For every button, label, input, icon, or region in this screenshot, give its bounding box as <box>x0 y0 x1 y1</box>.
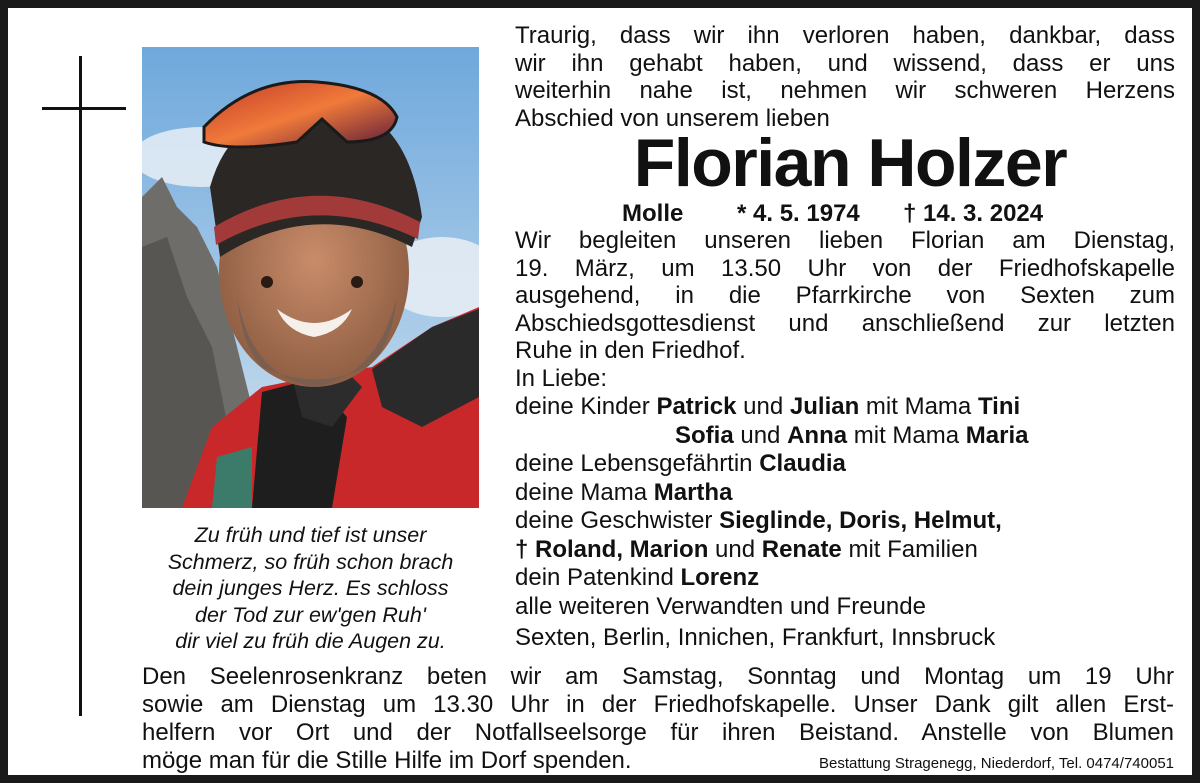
portrait-photo <box>142 47 479 508</box>
death-date: † 14. 3. 2024 <box>903 200 1044 227</box>
poem-line: dir viel zu früh die Augen zu. <box>175 629 446 653</box>
hometown: Molle <box>622 200 684 227</box>
main-text <box>515 22 1175 653</box>
mourner-relatives: alle weiteren Verwandten und Freunde <box>515 592 926 620</box>
poem-line: dein junges Herz. Es schloss <box>172 576 449 600</box>
mourner-mother: deine Mama Martha <box>515 478 733 506</box>
closing-line: möge man für die Stille Hilfe im Dorf spenden. <box>142 747 632 774</box>
closing-line: sowie am Dienstag um 13.30 Uhr in der Friedhofskapelle. Unser Dank gilt allen Erst- <box>142 691 1174 718</box>
funeral-line: 19. März, um 13.50 Uhr von der Friedhofskapelle <box>515 254 1175 282</box>
funeral-line: Wir begleiten unseren lieben Florian am Dienstag, <box>515 227 1175 254</box>
closing-line: helfern vor Ort und der Notfallseelsorge für ihren Beistand. Anstelle von Blumen <box>142 719 1174 746</box>
closing-line: Den Seelenrosenkranz beten wir am Samstag, Sonntag und Montag um 19 Uhr <box>142 663 1174 690</box>
poem <box>142 522 479 655</box>
deceased-name: Florian Holzer <box>633 125 1067 201</box>
intro-line: wir ihn gehabt haben, und wissend, dass er uns <box>515 49 1175 77</box>
birth-date: * 4. 5. 1974 <box>737 200 860 227</box>
mourners-list <box>515 365 1175 653</box>
mourner-partner: deine Lebensgefährtin Claudia <box>515 450 846 477</box>
in-love-label: In Liebe: <box>515 364 608 392</box>
mourner-children: Sofia und Anna mit Mama Maria <box>675 421 1029 449</box>
intro-line: weiterhin nahe ist, nehmen wir schweren Herzens <box>515 77 1175 104</box>
mourner-places: Sexten, Berlin, Innichen, Frankfurt, Innsbruck <box>515 624 996 651</box>
funeral-line: Abschiedsgottesdienst und anschließend zur letzten <box>515 309 1175 337</box>
funeral-line: ausgehend, in die Pfarrkirche von Sexten zum <box>515 282 1175 309</box>
poem-line: der Tod zur ew'gen Ruh' <box>195 602 426 627</box>
mourner-godchild: dein Patenkind Lorenz <box>515 564 760 591</box>
mourner-siblings: deine Geschwister Sieglinde, Doris, Helmut, <box>515 507 1002 534</box>
portrait-illustration <box>142 47 479 508</box>
closing-text <box>142 663 1174 778</box>
undertaker-contact: Bestattung Stragenegg, Niederdorf, Tel. 0474/740051 <box>819 755 1174 772</box>
mourner-children: deine Kinder Patrick und Julian mit Mama Tini <box>515 393 1021 420</box>
life-dates <box>515 200 1175 227</box>
poem-line: Schmerz, so früh schon brach <box>167 549 454 574</box>
intro-line: Abschied von unserem lieben <box>515 104 830 132</box>
mourner-siblings: † Roland, Marion und Renate mit Familien <box>515 535 978 563</box>
funeral-line: Ruhe in den Friedhof. <box>515 337 746 364</box>
intro-line: Traurig, dass wir ihn verloren haben, dankbar, dass <box>515 22 1175 49</box>
poem-line: Zu früh und tief ist unser <box>194 523 427 547</box>
